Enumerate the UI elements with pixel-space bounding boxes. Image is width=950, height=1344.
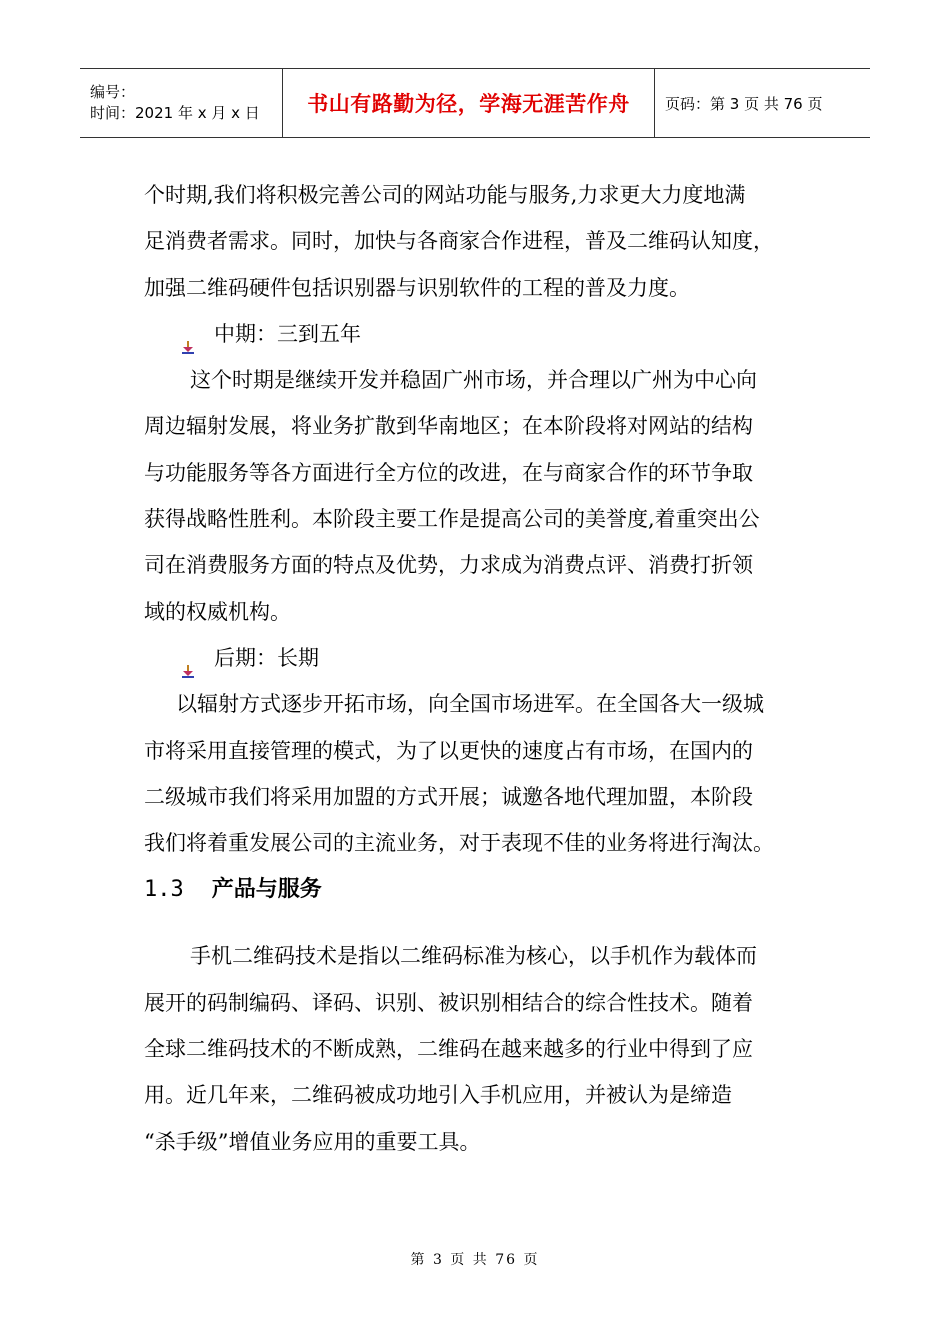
arrow-bullet-icon — [180, 650, 196, 666]
para2-line1: 这个时期是继续开发并稳固广州市场，并合理以广州为中心向 — [190, 368, 757, 393]
para3-line3: 二级城市我们将采用加盟的方式开展；诚邀各地代理加盟，本阶段 — [144, 784, 753, 809]
arrow-bullet-icon — [180, 326, 196, 342]
para1-line1: 个时期,我们将积极完善公司的网站功能与服务,力求更大力度地满 — [144, 183, 746, 207]
bullet-long-term — [144, 635, 814, 681]
para4-line4: 用。近几年来，二维码被成功地引入手机应用，并被认为是缔造 — [144, 1083, 732, 1108]
header-page-info: 页码：第 3 页 共 76 页 — [665, 94, 823, 113]
section-title: 产品与服务 — [211, 876, 322, 903]
header-date: 时间：2021 年 x 月 x 日 — [90, 104, 260, 122]
header-motto-cell — [283, 69, 655, 137]
para3-line4: 我们将着重发展公司的主流业务，对于表现不佳的业务将进行淘汰。 — [144, 831, 774, 856]
para2-line3: 与功能服务等各方面进行全方位的改进，在与商家合作的环节争取 — [144, 460, 753, 485]
para3-line1: 以辐射方式逐步开拓市场，向全国市场进军。在全国各大一级城 — [176, 692, 764, 717]
header-meta — [80, 69, 283, 137]
para1-line2: 足消费者需求。同时，加快与各商家合作进程，普及二维码认知度， — [144, 229, 774, 254]
section-heading — [144, 866, 814, 933]
para1-line3: 加强二维码硬件包括识别器与识别软件的工程的普及力度。 — [144, 275, 690, 300]
page-header — [80, 68, 870, 138]
para4-line2: 展开的码制编码、译码、识别、被识别相结合的综合性技术。随着 — [144, 990, 753, 1015]
para4-line1: 手机二维码技术是指以二维码标准为核心，以手机作为载体而 — [190, 944, 757, 969]
bullet-mid-term — [144, 311, 814, 357]
section-number: 1.3 — [144, 877, 184, 903]
para2-line6: 域的权威机构。 — [144, 599, 291, 624]
para4-line5: “杀手级”增值业务应用的重要工具。 — [144, 1129, 481, 1154]
bullet-mid-text: 中期：三到五年 — [214, 321, 361, 346]
bullet-late-text: 后期：长期 — [214, 645, 319, 670]
para2-line2: 周边辐射发展，将业务扩散到华南地区；在本阶段将对网站的结构 — [144, 414, 753, 439]
para2-line5: 司在消费服务方面的特点及优势，力求成为消费点评、消费打折领 — [144, 553, 753, 578]
para2-line4: 获得战略性胜利。本阶段主要工作是提高公司的美誉度,着重突出公 — [144, 507, 760, 532]
header-number-label: 编号： — [90, 83, 136, 101]
document-body — [144, 172, 814, 1165]
page-footer: 第 3 页 共 76 页 — [410, 1252, 540, 1268]
para3-line2: 市将采用直接管理的模式，为了以更快的速度占有市场，在国内的 — [144, 738, 753, 763]
header-motto: 书山有路勤为径，学海无涯苦作舟 — [307, 92, 630, 116]
para4-line3: 全球二维码技术的不断成熟，二维码在越来越多的行业中得到了应 — [144, 1037, 753, 1062]
